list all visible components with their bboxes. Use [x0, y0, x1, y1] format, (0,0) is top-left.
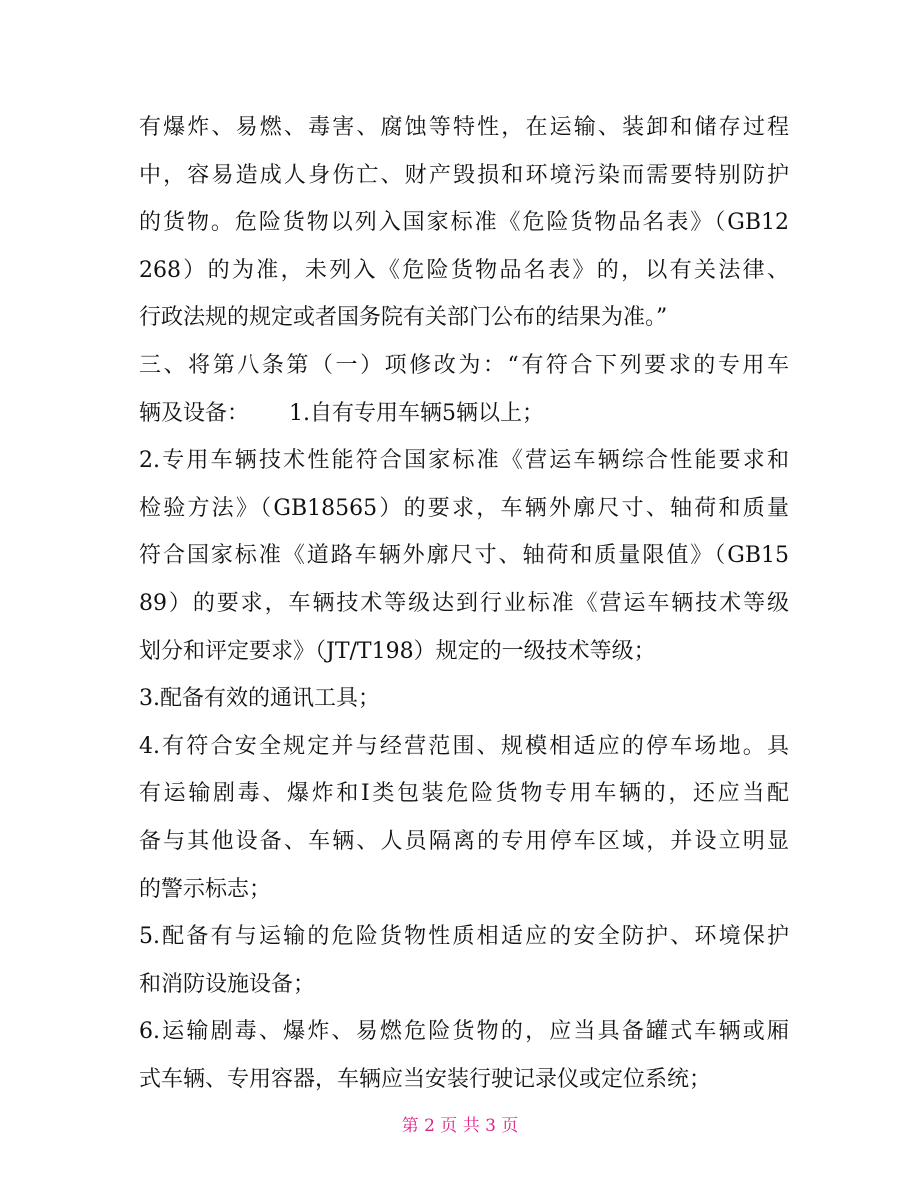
text-line: 符合国家标准《道路车辆外廓尺寸、轴荷和质量限值》（GB15	[139, 543, 789, 569]
text-line: 中，容易造成人身伤亡、财产毁损和环境污染而需要特别防护	[139, 162, 789, 188]
text-line: 89）的要求，车辆技术等级达到行业标准《营运车辆技术等级	[139, 590, 789, 616]
document-body	[139, 104, 789, 1103]
text-line: 3.配备有效的通讯工具；	[139, 686, 380, 712]
text-line: 6.运输剧毒、爆炸、易燃危险货物的，应当具备罐式车辆或厢	[139, 1019, 789, 1045]
text-line: 5.配备有与运输的危险货物性质相适应的安全防护、环境保护	[139, 924, 789, 950]
text-line: 辆及设备： 1.自有专用车辆5辆以上；	[139, 400, 544, 426]
text-line: 268）的为准，未列入《危险货物品名表》的，以有关法律、	[139, 257, 789, 283]
text-line: 有爆炸、易燃、毒害、腐蚀等特性，在运输、装卸和储存过程	[139, 115, 789, 140]
text-line: 检验方法》（GB18565）的要求，车辆外廓尺寸、轴荷和质量	[139, 495, 789, 521]
page-number-footer: 第 2 页 共 3 页	[401, 1116, 519, 1136]
text-line: 划分和评定要求》（JT/T198）规定的一级技术等级；	[139, 638, 656, 664]
text-line: 三、将第八条第（一）项修改为：“有符合下列要求的专用车	[139, 352, 789, 378]
text-line: 有运输剧毒、爆炸和I类包装危险货物专用车辆的，还应当配	[139, 781, 789, 807]
text-line: 和消防设施设备；	[139, 971, 316, 997]
text-line: 备与其他设备、车辆、人员隔离的专用停车区域，并设立明显	[139, 828, 789, 854]
text-line: 的警示标志；	[139, 876, 272, 902]
text-line: 式车辆、专用容器，车辆应当安装行驶记录仪或定位系统；	[139, 1066, 712, 1092]
text-line: 行政法规的规定或者国务院有关部门公布的结果为准。”	[139, 305, 668, 331]
text-line: 2.专用车辆技术性能符合国家标准《营运车辆综合性能要求和	[139, 448, 789, 474]
text-line: 4.有符合安全规定并与经营范围、规模相适应的停车场地。具	[139, 733, 789, 759]
text-line: 的货物。危险货物以列入国家标准《危险货物品名表》（GB12	[139, 210, 789, 236]
